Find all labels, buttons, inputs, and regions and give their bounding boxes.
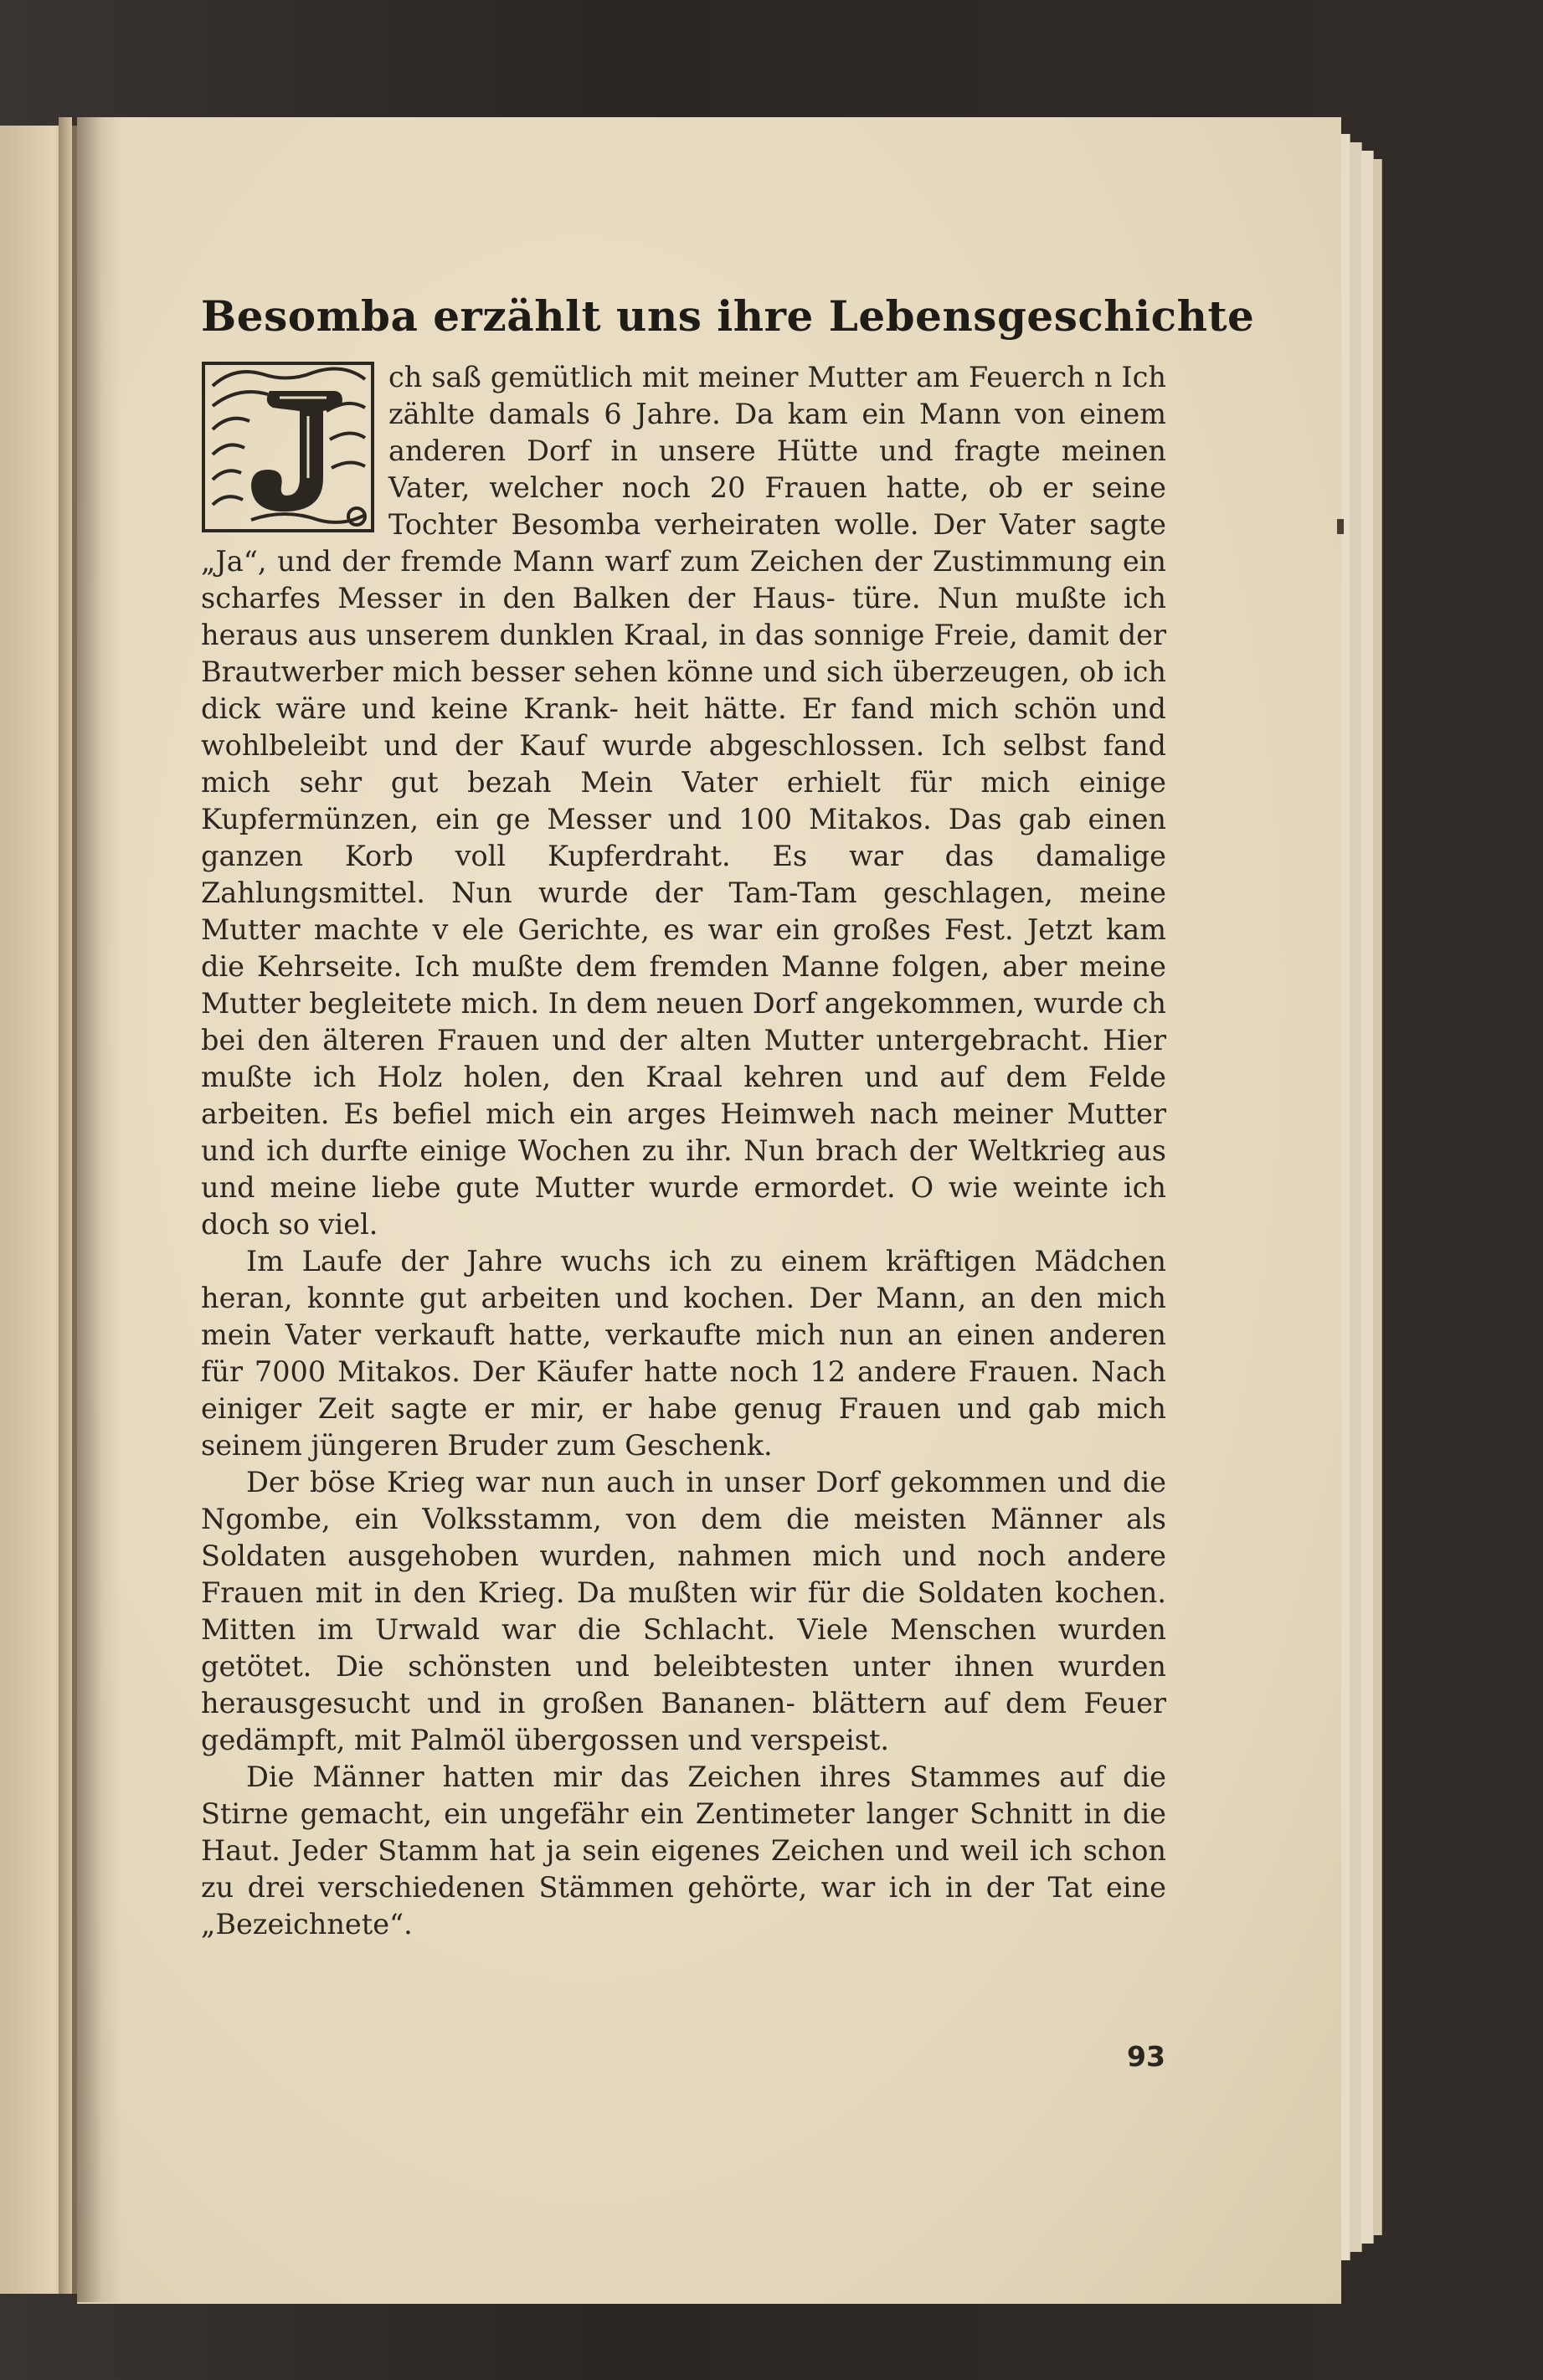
paragraph: Im Laufe der Jahre wuchs ich zu einem kräftigen Mädchen heran, konnte gut arbeiten und kochen. Der Mann, an den mich mein Vater verkauft hatte, verkaufte mich nun an einen anderen für 7000 Mitakos. Der Käufer hatte noch 12 andere Frauen. Nach einiger Zeit sagte er mir, er habe genug Frauen und gab mich seinem jüngeren Bruder zum Geschenk. [201, 1245, 1166, 1462]
page-gutter-shadow [72, 117, 122, 2302]
paragraph-text: ch saß gemütlich mit meiner Mutter am Feuerch n Ich zählte damals 6 Jahre. Da kam ein Mann von einem anderen Dorf in unsere Hütte und fragte meinen Vater, welcher noch 20 Frauen hatte, ob er seine Tochter Besomba verheiraten wolle. Der Vater sagte „Ja“, und der fremde Mann warf zum Zeichen der Zustimmung ein scharfes Messer in den Balken der Haus- türe. Nun mußte ich heraus aus unserem dunklen Kraal, in das sonnige Freie, damit der Brautwerber mich besser sehen könne und sich überzeugen, ob ich dick wäre und keine Krank- heit hätte. Er fand mich schön und wohlbeleibt und der Kauf wurde abgeschlossen. Ich selbst fand mich sehr gut bezah Mein Vater erhielt für mich einige Kupfermünzen, ein ge Messer und 100 Mitakos. Das gab einen ganzen Korb voll Kupferdraht. Es war das damalige Zahlungsmittel. Nun wurde der Tam-Tam geschlagen, meine Mutter machte v ele Gerichte, es war ein großes Fest. Jetzt kam die Kehrseite. Ich mußte dem fremden Manne folgen, aber meine Mutter begleitete mich. In dem neuen Dorf angekommen, wurde ch bei den älteren Frauen und der alten Mutter untergebracht. Hier mußte ich Holz holen, den Kraal kehren und auf dem Felde arbeiten. Es befiel mich ein arges Heimweh nach meiner Mutter und ich durfte einige Wochen zu ihr. Nun brach der Weltkrieg aus und meine liebe gute Mutter wurde ermordet. O wie weinte ich doch so viel. [201, 361, 1166, 1241]
previous-page-fold [59, 117, 72, 2294]
page-stack-edge [1361, 151, 1374, 2244]
chapter-title: Besomba erzählt uns ihre Lebensgeschichte [201, 291, 1255, 341]
page-edge-mark [1337, 519, 1344, 534]
page-content [201, 289, 1255, 1943]
page-stack-edge [1373, 159, 1382, 2235]
ornamental-initial-icon [201, 361, 375, 533]
paragraph [201, 359, 1166, 1243]
paragraph: Der böse Krieg war nun auch in unser Dorf gekommen und die Ngombe, ein Volksstamm, von dem die meisten Männer als Soldaten ausgehoben wurden, nahmen mich und noch andere Frauen mit in den Krieg. Da mußten wir für die Soldaten kochen. Mitten im Urwald war die Schlacht. Viele Menschen wurden getötet. Die schönsten und beleibtesten unter ihnen wurden herausgesucht und in großen Bananen- blättern auf dem Feuer gedämpft, mit Palmöl übergossen und verspeist. [201, 1466, 1166, 1756]
paragraph: Die Männer hatten mir das Zeichen ihres Stammes auf die Stirne gemacht, ein ungefähr ein Zentimeter langer Schnitt in die Haut. Jeder Stamm hat ja sein eigenes Zeichen und weil ich schon zu drei verschiedenen Stämmen gehörte, war ich in der Tat eine „Bezeichnete“. [201, 1761, 1166, 1940]
page-number: 93 [1127, 2040, 1165, 2073]
page-stack-edge [1350, 142, 1362, 2252]
